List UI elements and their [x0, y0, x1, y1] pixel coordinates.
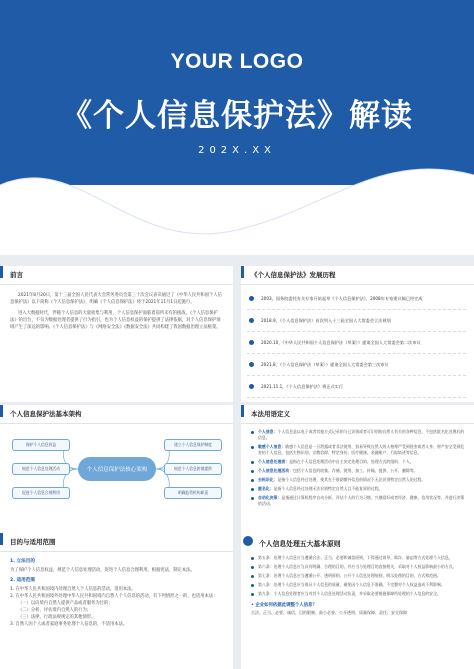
divider: [0, 284, 233, 285]
mindmap-node: 促进个人信息合理利用: [12, 487, 70, 499]
timeline-dot-icon: [249, 318, 254, 323]
principle-list: [251, 555, 466, 616]
slide-history[interactable]: [241, 266, 474, 402]
mindmap-node: 保护个人信息权益: [12, 439, 70, 451]
scope-body: [10, 555, 223, 628]
logo-text: YOUR LOGO: [170, 50, 304, 73]
mindmap-node: 明确监管机构职责: [164, 487, 222, 499]
principle-footer-text: 合法、正当、必要、诚信、目的限制、最小必要、公开透明、质量保障、责任、安全保障: [251, 610, 407, 615]
timeline-dot-icon: [249, 362, 254, 367]
preface-paragraph: 2021年8月20日，第十三届全国人民代表大会常务委员会第三十次会议表决通过了《中华人民共和国个人信息保护法》以下简称《个人信息保护法》，明确《个人信息保护法》将于2021年11月1日起施行。: [10, 293, 222, 305]
timeline-item: 2018.9，《个人信息保护法》首次列入十三届全国人大常委会立法规划: [247, 310, 466, 332]
cover-title: 《个人信息保护法》解读: [61, 98, 413, 134]
definition-item: 个人信息：个人信息是以电子或者其他方式记录的与已识别或者可识别的自然人有关的各种信息，不包括匿名化处理后的信息。: [251, 429, 466, 441]
timeline-item: 2020.10，《中华人民共和国个人信息保护法（草案）》提请全国人大常委会第二次审议: [247, 332, 466, 354]
slide-framework[interactable]: [0, 405, 233, 541]
slide-title: 前言: [10, 271, 23, 279]
definition-list: [251, 429, 466, 510]
slide-definitions[interactable]: [241, 405, 474, 541]
slide-title: 本法用语定义: [251, 410, 290, 418]
definition-item: 敏感个人信息：敏感个人信息是一旦泄露或者非法使用，容易导致自然人的人格尊严受到侵害或者人身、财产安全受到危害的个人信息，包括生物识别、宗教信仰、特定身份、医疗健康、金融账户、行踪轨迹等信息。: [251, 444, 466, 456]
scope-subitem: （二）分析、评估境内自然人的行为；: [18, 608, 92, 613]
title-accent-bar: [241, 266, 244, 278]
slide-title: 目的与适用范围: [10, 538, 56, 546]
cover-slide: [0, 0, 474, 255]
timeline-item: 2021.8，《个人信息保护法（草案）》提请全国人大常委会第三次审议: [247, 354, 466, 376]
timeline-item: 2021.11.1，《个人信息保护法》将正式实行: [247, 376, 466, 398]
cover-date: 202X.XX: [198, 145, 276, 156]
timeline-item: 2003，国务院委托有关专家开始起草《个人信息保护法》，2008年专家建议稿已经完成: [247, 288, 466, 310]
scope-item: 2. 在中华人民共和国境外处理中华人民共和国境内自然人个人信息的活动，有下列情形之一的，也适用本法：: [10, 594, 218, 599]
section-heading: 1. 立法目的: [10, 559, 35, 564]
title-accent-bar: [0, 533, 3, 545]
principle-footer-heading: • 企业如何依据此调整个人信息？: [251, 603, 317, 608]
definition-item: 匿名化：是指个人信息经过处理无法识别特定自然人且不能复原的过程。: [251, 486, 466, 492]
principle-item: 第六条：处理个人信息应当具有明确、合理的目的，并应当与处理目的直接相关，采取对个人权益影响最小的方式。: [251, 564, 466, 570]
mindmap-node: 建立个人信息保护制度: [164, 439, 222, 451]
mindmap-center: 个人信息保护法核心架构: [78, 457, 156, 481]
slide-principles[interactable]: [241, 533, 474, 669]
title-accent-bar: [241, 405, 244, 417]
slide-title: 《个人信息保护法》发展历程: [251, 271, 336, 279]
timeline: [247, 288, 466, 398]
title-accent-bar: [0, 266, 3, 278]
slide-title: 个人信息处理五大基本原则: [259, 540, 341, 548]
slide-title: 个人信息保护法基本架构: [10, 410, 82, 418]
section-heading: 2. 适用范围: [10, 578, 35, 583]
mindmap-node: 规范个人信息跨境提供: [164, 463, 222, 475]
definition-item: 自动化决策：是指通过计算机程序自动分析、评估个人的行为习惯、兴趣爱好或者经济、健康、信用状况等，并进行决策的活动。: [251, 495, 466, 507]
definition-item: 个人信息处理者：是指在个人信息处理活动中自主决定处理目的、处理方式的组织、个人。: [251, 459, 466, 465]
scope-subitem: （三）法律、行政法规规定的其他情形。: [18, 615, 96, 620]
title-circle-icon: [243, 536, 253, 546]
timeline-dot-icon: [249, 340, 254, 345]
divider: [241, 423, 474, 424]
timeline-dot-icon: [249, 384, 254, 389]
scope-item: 3. 自然人因个人或者家庭事务处理个人信息的，不适用本法。: [10, 622, 128, 627]
divider: [241, 284, 474, 285]
preface-body: [10, 292, 223, 335]
principle-item: 第八条：处理个人信息应当保证个人信息的质量，避免因个人信息不准确、不完整对个人权益造成不利影响。: [251, 582, 466, 588]
scope-subitem: （一）以向境内自然人提供产品或者服务为目的；: [18, 601, 113, 606]
definition-item: 个人信息处理活动：包括个人信息的收集、存储、使用、加工、传输、提供、公开、删除等。: [251, 468, 466, 474]
principle-item: 第九条：个人信息处理者应当对其个人信息处理活动负责，并采取必要措施保障所处理的个人信息的安全。: [251, 591, 466, 597]
divider: [0, 551, 233, 552]
cover-wave-shape: [0, 150, 474, 255]
mindmap-node: 规范个人信息处理活动: [12, 463, 70, 475]
scope-item: 1. 在中华人民共和国境内处理自然人个人信息的活动，适用本法。: [10, 587, 136, 592]
definition-item: 去标识化：是指个人信息经过处理，使其在不借助额外信息的情况下无法识别特定自然人的过程。: [251, 477, 466, 483]
purpose-text: 为了保护个人信息权益，规范个人信息处理活动，促进个人信息合理利用，根据宪法，制定本法。: [10, 568, 195, 573]
slide-scope[interactable]: [0, 533, 233, 669]
preface-paragraph: 进入大数据时代，伴随个人信息的大量收集与利用，个人信息保护面临着前所未有的挑战。《个人信息保护法》的出台，不仅为数据处理者提供了行为指引，也为个人信息权益的保护提供了法律依据，对个人信息保护领域产生了深远的影响。《个人信息保护法》与《网络安全法》《数据安全法》共同构建了我国数据治理立法框架。: [10, 311, 221, 330]
timeline-dot-icon: [249, 296, 254, 301]
principle-item: 第五条：处理个人信息应当遵循合法、正当、必要和诚信原则，不得通过误导、欺诈、胁迫等方式处理个人信息。: [251, 555, 466, 561]
slide-preface[interactable]: [0, 266, 233, 402]
principle-item: 第七条：处理个人信息应当遵循公开、透明原则，公开个人信息处理规则，明示处理的目的、方式和范围。: [251, 573, 466, 579]
